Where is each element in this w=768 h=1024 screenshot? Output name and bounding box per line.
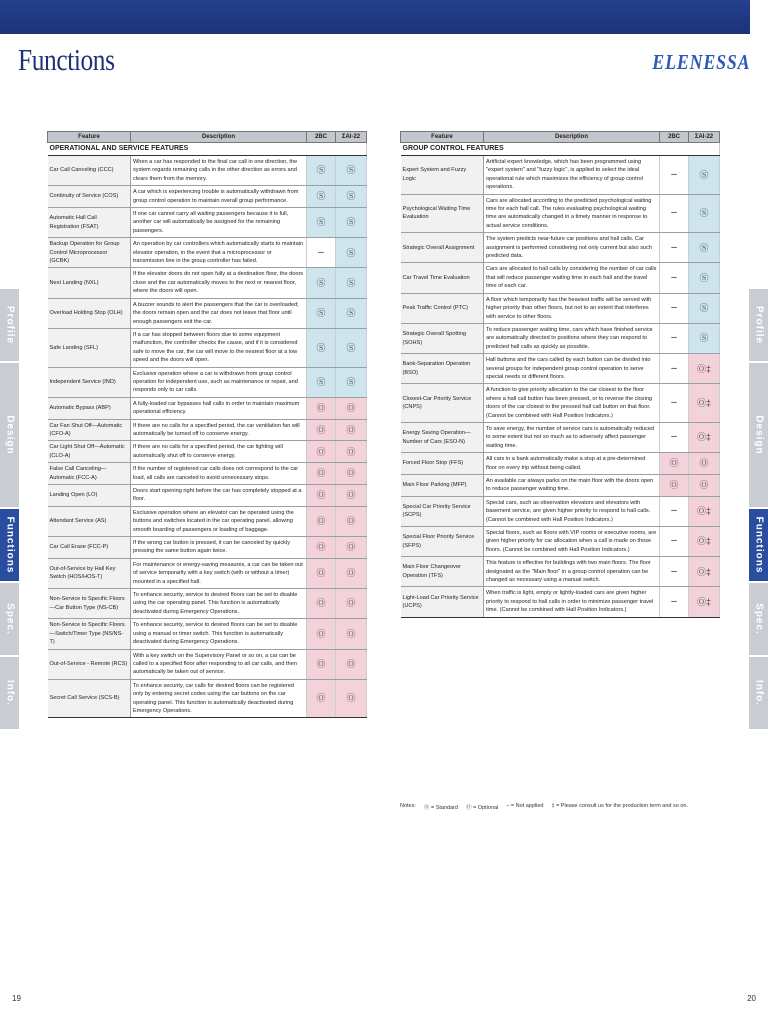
col-header-ai22: ΣAI-22 — [336, 132, 367, 143]
legend-notes — [400, 803, 688, 811]
table-row — [401, 194, 720, 233]
feature-name: Bank-Separation Operation (BSO) — [401, 354, 484, 384]
standard-marker-icon: Ⓢ — [336, 298, 367, 328]
feature-name: Car Call Erase (FCC-P) — [48, 537, 131, 559]
feature-description: Exclusive operation where a car is withdrawn from group control operation for independent use, such as maintenance or repair, and responds only to car calls. — [131, 367, 307, 397]
feature-description: Exclusive operation where an elevator can be operated using the buttons and switches located in the car operating panel, allowing smooth boarding of passengers or loading of baggage. — [131, 506, 307, 536]
feature-name: Main Floor Parking (MFP) — [401, 475, 484, 497]
feature-name: Overload Holding Stop (OLH) — [48, 298, 131, 328]
feature-description: If the wrong car button is pressed, it can be canceled by quickly pressing the same button again twice. — [131, 537, 307, 559]
optional-marker-icon: Ⓞ — [307, 419, 336, 441]
feature-name: Expert System and Fuzzy Logic — [401, 156, 484, 195]
feature-name: Special Floor Priority Service (SFPS) — [401, 527, 484, 557]
section-title: OPERATIONAL AND SERVICE FEATURES — [48, 143, 367, 156]
table-row — [401, 587, 720, 617]
standard-marker-icon: Ⓢ — [307, 186, 336, 208]
feature-name: Non-Service to Specific Floors—Switch/Timer Type (NS/NS-T) — [48, 619, 131, 649]
col-header-feature: Feature — [48, 132, 131, 143]
table-row — [401, 557, 720, 587]
optional-symbol-icon: Ⓞ — [466, 805, 472, 811]
table-row — [48, 537, 367, 559]
feature-name: Out-of-Service - Remote (RCS) — [48, 649, 131, 679]
table-row — [48, 268, 367, 298]
optional-marker-icon: Ⓞ — [307, 441, 336, 463]
standard-marker-icon: Ⓢ — [336, 268, 367, 298]
feature-name: Automatic Hall Call Registration (FSAT) — [48, 208, 131, 238]
table-row — [401, 263, 720, 293]
feature-description: To save energy, the number of service cars is automatically reduced to some extent but not so much as to adversely affect passenger waiting time. — [484, 422, 660, 452]
table-row — [401, 496, 720, 526]
page-number-left: 19 — [12, 994, 21, 1003]
table-row — [48, 367, 367, 397]
feature-name: Energy Saving Operation—Number of Cars (ESO-N) — [401, 422, 484, 452]
feature-description: If the number of registered car calls does not correspond to the car load, all calls are canceled to avoid unnecessary stops. — [131, 463, 307, 485]
feature-description: If one car cannot carry all waiting passengers because it is full, another car will automatically be assigned for the remaining passengers. — [131, 208, 307, 238]
optional-marker-icon: Ⓞ — [307, 537, 336, 559]
note-consult: ‡ = Please consult us for the production term and so on. — [551, 803, 688, 809]
optional-consult-marker-icon: Ⓞ‡ — [689, 496, 720, 526]
table-row — [401, 156, 720, 195]
table-row — [401, 527, 720, 557]
feature-name: Safe Landing (SFL) — [48, 328, 131, 367]
optional-marker-icon: Ⓞ — [336, 485, 367, 507]
note-not-applied: – = Not applied — [506, 803, 544, 809]
group-control-features-table — [400, 131, 720, 618]
feature-name: Psychological Waiting Time Evaluation — [401, 194, 484, 233]
feature-description: A function to give priority allocation to the car closest to the floor where a hall call button has been pressed, or to reverse the closing doors of the car closest to the pressed hall call button on that floor. (Cannot be combined with Hall Position Indicators.) — [484, 384, 660, 423]
table-row — [48, 419, 367, 441]
feature-name: Non-Service to Specific Floors—Car Button Type (NS-CB) — [48, 589, 131, 619]
standard-marker-icon: Ⓢ — [307, 208, 336, 238]
standard-marker-icon: Ⓢ — [307, 298, 336, 328]
feature-name: Backup Operation for Group Control Microprocessor (GCBK) — [48, 238, 131, 268]
feature-description: This feature is effective for buildings with two main floors. The floor designated as the "Main floor" in a group control operation can be changed as necessary using a manual switch. — [484, 557, 660, 587]
table-row — [48, 397, 367, 419]
not-applied-marker-icon: – — [660, 194, 689, 233]
optional-marker-icon: Ⓞ — [307, 679, 336, 718]
feature-name: Light-Load Car Priority Service (UCPS) — [401, 587, 484, 617]
not-applied-marker-icon: – — [660, 354, 689, 384]
standard-marker-icon: Ⓢ — [689, 194, 720, 233]
optional-marker-icon: Ⓞ — [307, 463, 336, 485]
side-tab-design[interactable]: Design — [749, 363, 768, 507]
feature-name: Closest-Car Priority Service (CNPS) — [401, 384, 484, 423]
standard-symbol-icon: Ⓢ — [423, 805, 430, 811]
table-row — [48, 238, 367, 268]
feature-name: Strategic Overall Assignment — [401, 233, 484, 263]
table-row — [401, 293, 720, 323]
col-header-description: Description — [131, 132, 307, 143]
not-applied-marker-icon: – — [660, 496, 689, 526]
optional-marker-icon: Ⓞ — [307, 649, 336, 679]
table-row — [48, 619, 367, 649]
standard-marker-icon: Ⓢ — [336, 156, 367, 186]
table-row — [401, 453, 720, 475]
table-row — [48, 463, 367, 485]
table-row — [48, 208, 367, 238]
optional-marker-icon: Ⓞ — [307, 619, 336, 649]
feature-name: Peak Traffic Control (PTC) — [401, 293, 484, 323]
feature-description: For maintenance or energy-saving measures, a car can be taken out of service temporarily with a key switch (with or without a timer) mounted in a specified hall. — [131, 558, 307, 588]
notes-prefix: Notes: — [400, 803, 416, 809]
optional-marker-icon: Ⓞ — [336, 419, 367, 441]
optional-marker-icon: Ⓞ — [336, 463, 367, 485]
side-nav-right — [749, 289, 768, 731]
col-header-2bc: 2BC — [307, 132, 336, 143]
not-applied-marker-icon: – — [660, 156, 689, 195]
not-applied-marker-icon: – — [660, 422, 689, 452]
optional-marker-icon: Ⓞ — [307, 589, 336, 619]
section-header — [401, 143, 720, 156]
not-applied-marker-icon: – — [660, 527, 689, 557]
feature-name: Car Call Canceling (CCC) — [48, 156, 131, 186]
feature-name: Landing Open (LO) — [48, 485, 131, 507]
section-title: GROUP CONTROL FEATURES — [401, 143, 720, 156]
feature-description: If there are no calls for a specified period, the car lighting will automatically shut off to conserve energy. — [131, 441, 307, 463]
side-tab-design[interactable]: Design — [0, 363, 19, 507]
feature-name: Car Fan Shut Off—Automatic (CFO-A) — [48, 419, 131, 441]
standard-marker-icon: Ⓢ — [336, 367, 367, 397]
feature-name: Strategic Overall Spotting (SOHS) — [401, 323, 484, 353]
table-row — [48, 649, 367, 679]
feature-description: With a key switch on the Supervisory Panel or so on, a car can be called to a specified floor after responding to all car calls, and then automatically be taken out of service. — [131, 649, 307, 679]
optional-marker-icon: Ⓞ — [307, 558, 336, 588]
optional-marker-icon: Ⓞ — [689, 475, 720, 497]
standard-marker-icon: Ⓢ — [307, 268, 336, 298]
standard-marker-icon: Ⓢ — [689, 156, 720, 195]
dash-symbol-icon: – — [506, 803, 510, 809]
feature-description: If a car has stopped between floors due to some equipment malfunction, the controller checks the cause, and if it is considered safe to move the car, the car will move to the nearest floor at a low speed and the doors will open. — [131, 328, 307, 367]
side-tab-functions[interactable]: Functions — [749, 509, 768, 581]
table-row — [48, 589, 367, 619]
note-standard: Ⓢ = Standard — [423, 805, 459, 811]
feature-description: A fully-loaded car bypasses hall calls in order to maintain maximum operational efficiency. — [131, 397, 307, 419]
not-applied-marker-icon: – — [660, 233, 689, 263]
table-row — [48, 298, 367, 328]
side-tab-info[interactable]: Info. — [749, 657, 768, 729]
standard-marker-icon: Ⓢ — [689, 323, 720, 353]
table-row — [401, 384, 720, 423]
not-applied-marker-icon: – — [660, 384, 689, 423]
feature-description: All cars in a bank automatically make a stop at a pre-determined floor on every trip without being called. — [484, 453, 660, 475]
note-optional: Ⓞ = Optional — [466, 805, 499, 811]
side-tab-functions[interactable]: Functions — [0, 509, 19, 581]
feature-name: Automatic Bypass (ABP) — [48, 397, 131, 419]
side-tab-spec[interactable]: Spec. — [0, 583, 19, 655]
not-applied-marker-icon: – — [307, 238, 336, 268]
feature-description: When a car has responded to the final car call in one direction, the system regards remaining calls in the other direction as errors and clears them from the memory. — [131, 156, 307, 186]
optional-marker-icon: Ⓞ — [336, 506, 367, 536]
standard-marker-icon: Ⓢ — [689, 263, 720, 293]
table-row — [401, 323, 720, 353]
feature-description: If there are no calls for a specified period, the car ventilation fan will automatically be turned off to conserve energy. — [131, 419, 307, 441]
side-tab-profile[interactable]: Profile — [0, 289, 19, 361]
not-applied-marker-icon: – — [660, 293, 689, 323]
feature-description: The system predicts near-future car positions and hall calls. Car assignment is performed considering not only current but also such predicted data. — [484, 233, 660, 263]
feature-description: Cars are allocated to hall calls by considering the number of car calls that will reduce passenger waiting time in each hall and the travel time of each car. — [484, 263, 660, 293]
feature-name: Main Floor Changeover Operation (TFS) — [401, 557, 484, 587]
not-applied-marker-icon: – — [660, 263, 689, 293]
page-number-right: 20 — [747, 994, 756, 1003]
table-row — [48, 506, 367, 536]
feature-name: Continuity of Service (COS) — [48, 186, 131, 208]
section-header — [48, 143, 367, 156]
side-tab-spec[interactable]: Spec. — [749, 583, 768, 655]
feature-description: A buzzer sounds to alert the passengers that the car is overloaded; the doors remain open and the car does not leave that floor until enough passengers exit the car. — [131, 298, 307, 328]
col-header-ai22: ΣAI-22 — [689, 132, 720, 143]
optional-marker-icon: Ⓞ — [336, 397, 367, 419]
table-row — [401, 354, 720, 384]
feature-description: Cars are allocated according to the predicted psychological waiting time for each hall call. The rules evaluating psychological waiting time are automatically changed in a timely manner in response to actual service conditions. — [484, 194, 660, 233]
feature-description: If the elevator doors do not open fully at a destination floor, the doors close and the car automatically moves to the next or nearest floor, where the doors will open. — [131, 268, 307, 298]
standard-marker-icon: Ⓢ — [336, 238, 367, 268]
optional-marker-icon: Ⓞ — [336, 649, 367, 679]
table-row — [48, 156, 367, 186]
col-header-description: Description — [484, 132, 660, 143]
table-row — [48, 328, 367, 367]
optional-marker-icon: Ⓞ — [336, 558, 367, 588]
feature-name: Next Landing (NXL) — [48, 268, 131, 298]
optional-consult-marker-icon: Ⓞ‡ — [689, 384, 720, 423]
feature-description: Special cars, such as observation elevators and elevators with basement service, are given higher priority to respond to hall calls. (Cannot be combined with Hall Position Indicators.) — [484, 496, 660, 526]
optional-marker-icon: Ⓞ — [307, 506, 336, 536]
not-applied-marker-icon: – — [660, 323, 689, 353]
feature-description: An available car always parks on the main floor with the doors open to reduce passenger waiting time. — [484, 475, 660, 497]
operational-features-table — [47, 131, 367, 718]
feature-name: Out-of-Service by Hall Key Switch (HOS/HOS-T) — [48, 558, 131, 588]
feature-description: Artificial expert knowledge, which has been programmed using "expert system" and "fuzzy logic", is applied to select the ideal operational rule which maximizes the efficiency of group control operations. — [484, 156, 660, 195]
feature-description: To enhance security, service to desired floors can be set to disable using a manual or timer switch. This function is automatically deactivated during Emergency Operations. — [131, 619, 307, 649]
optional-marker-icon: Ⓞ — [307, 485, 336, 507]
brand-logo: ELENESSA — [651, 50, 750, 74]
table-row — [401, 422, 720, 452]
optional-marker-icon: Ⓞ — [660, 453, 689, 475]
double-dagger-icon: ‡ — [551, 803, 555, 809]
feature-description: Hall buttons and the cars called by each button can be divided into several groups for independent group control operation to serve special needs or different floors. — [484, 354, 660, 384]
table-row — [48, 558, 367, 588]
optional-marker-icon: Ⓞ — [336, 537, 367, 559]
top-banner — [0, 0, 750, 34]
feature-name: False Call Canceling—Automatic (FCC-A) — [48, 463, 131, 485]
standard-marker-icon: Ⓢ — [689, 293, 720, 323]
col-header-2bc: 2BC — [660, 132, 689, 143]
not-applied-marker-icon: – — [660, 587, 689, 617]
optional-marker-icon: Ⓞ — [336, 679, 367, 718]
optional-marker-icon: Ⓞ — [307, 397, 336, 419]
feature-description: A car which is experiencing trouble is automatically withdrawn from group control operation to maintain overall group performance. — [131, 186, 307, 208]
feature-description: A floor which temporarily has the heaviest traffic will be served with higher priority than other floors, but not to an extent that interferes with service to other floors. — [484, 293, 660, 323]
optional-marker-icon: Ⓞ — [660, 475, 689, 497]
feature-description: To reduce passenger waiting time, cars which have finished service are automatically directed to positions where they can respond to predicted hall calls as quickly as possible. — [484, 323, 660, 353]
feature-description: To enhance security, service to desired floors can be set to disable using the car operating panel. This function is automatically deactivated during Emergency Operations. — [131, 589, 307, 619]
standard-marker-icon: Ⓢ — [307, 328, 336, 367]
feature-name: Secret Call Service (SCS-B) — [48, 679, 131, 718]
standard-marker-icon: Ⓢ — [336, 328, 367, 367]
feature-name: Attendant Service (AS) — [48, 506, 131, 536]
feature-name: Forced Floor Stop (FFS) — [401, 453, 484, 475]
optional-consult-marker-icon: Ⓞ‡ — [689, 587, 720, 617]
optional-marker-icon: Ⓞ — [336, 619, 367, 649]
feature-name: Car Light Shut Off—Automatic (CLO-A) — [48, 441, 131, 463]
table-row — [48, 441, 367, 463]
feature-description: An operation by car controllers which automatically starts to maintain elevator operation, in the event that a microprocessor or transmission line in the group controller has failed. — [131, 238, 307, 268]
feature-name: Car Travel Time Evaluation — [401, 263, 484, 293]
table-row — [401, 233, 720, 263]
standard-marker-icon: Ⓢ — [307, 367, 336, 397]
optional-marker-icon: Ⓞ — [336, 589, 367, 619]
table-row — [48, 186, 367, 208]
optional-consult-marker-icon: Ⓞ‡ — [689, 527, 720, 557]
col-header-feature: Feature — [401, 132, 484, 143]
optional-marker-icon: Ⓞ — [689, 453, 720, 475]
feature-description: To enhance security, car calls for desired floors can be registered only by entering secret codes using the car buttons on the car operating panel. This function is automatically deactivated during Emergency Operations. — [131, 679, 307, 718]
side-tab-info[interactable]: Info. — [0, 657, 19, 729]
feature-name: Special Car Priority Service (SCPS) — [401, 496, 484, 526]
optional-consult-marker-icon: Ⓞ‡ — [689, 422, 720, 452]
standard-marker-icon: Ⓢ — [689, 233, 720, 263]
side-nav-left — [0, 289, 19, 731]
optional-consult-marker-icon: Ⓞ‡ — [689, 354, 720, 384]
standard-marker-icon: Ⓢ — [336, 208, 367, 238]
table-row — [401, 475, 720, 497]
optional-consult-marker-icon: Ⓞ‡ — [689, 557, 720, 587]
page-title: Functions — [18, 42, 115, 77]
feature-description: Doors start opening right before the car has completely stopped at a floor. — [131, 485, 307, 507]
side-tab-profile[interactable]: Profile — [749, 289, 768, 361]
table-row — [48, 679, 367, 718]
not-applied-marker-icon: – — [660, 557, 689, 587]
optional-marker-icon: Ⓞ — [336, 441, 367, 463]
table-row — [48, 485, 367, 507]
standard-marker-icon: Ⓢ — [336, 186, 367, 208]
standard-marker-icon: Ⓢ — [307, 156, 336, 186]
feature-name: Independent Service (IND) — [48, 367, 131, 397]
feature-description: When traffic is light, empty or lightly-loaded cars are given higher priority to respond to hall calls in order to minimize passenger travel time. (Cannot be combined with Hall Position Indicators.) — [484, 587, 660, 617]
feature-description: Special floors, such as floors with VIP rooms or executive rooms, are given higher priority for car allocation when a call is made on those floors. (Cannot be combined with Hall Position Indicators.) — [484, 527, 660, 557]
